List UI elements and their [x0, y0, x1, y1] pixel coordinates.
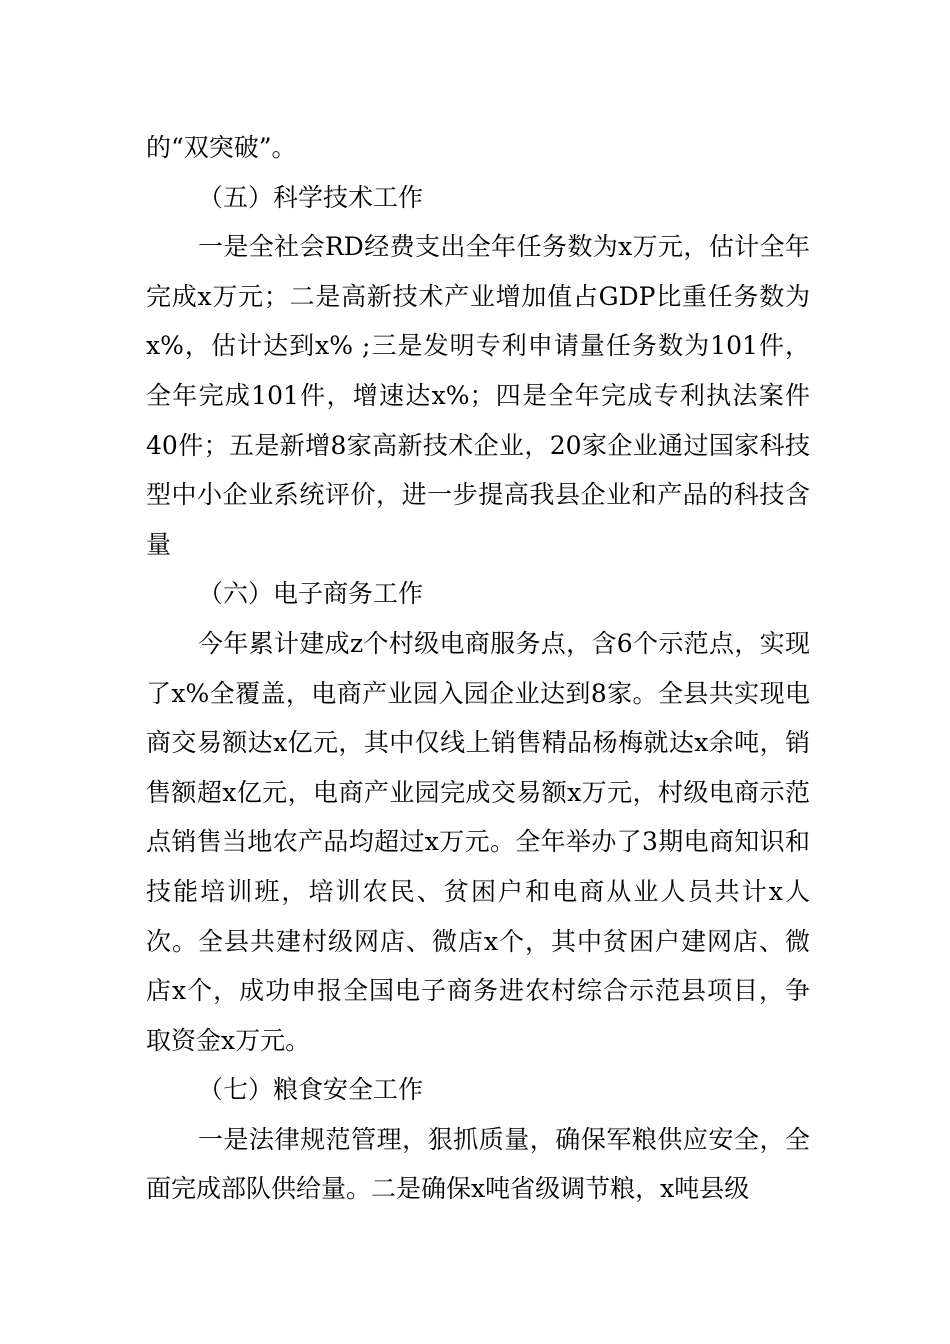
paragraph-continuation: 的“双突破”。: [146, 133, 297, 162]
section-heading-science-technology: （五）科学技术工作: [198, 182, 424, 212]
paragraph-science-technology: 一是全社会RD经费支出全年任务数为x万元，估计全年完成x万元；二是高新技术产业增加值占GDP比重任务数为x%，估计达到x% ;三是发明专利申请量任务数为101件，全年完成101件，增速达x%；四是全年完成专利执法案件40件；五是新增8家高新技术企业，20家企业通过国家科技型中小企业系统评价，进一步提高我县企业和产品的科技含量: [146, 232, 810, 559]
paragraph-e-commerce: 今年累计建成z个村级电商服务点，含6个示范点，实现了x%全覆盖，电商产业园入园企业达到8家。全县共实现电商交易额达x亿元，其中仅线上销售精品杨梅就达x余吨，销售额超x亿元，电商产业园完成交易额x万元，村级电商示范点销售当地农产品均超过x万元。全年举办了3期电商知识和技能培训班，培训农民、贫困户和电商从业人员共计x人次。全县共建村级网店、微店x个，其中贫困户建网店、微店x个，成功申报全国电子商务进农村综合示范县项目，争取资金x万元。: [146, 628, 810, 1055]
paragraph-grain-security: 一是法律规范管理，狠抓质量，确保军粮供应安全，全面完成部队供给量。二是确保x吨省级调节粮，x吨县级: [146, 1124, 810, 1204]
document-body: [146, 123, 810, 1214]
section-heading-e-commerce: （六）电子商务工作: [198, 579, 424, 609]
section-heading-grain-security: （七）粮食安全工作: [198, 1075, 424, 1105]
